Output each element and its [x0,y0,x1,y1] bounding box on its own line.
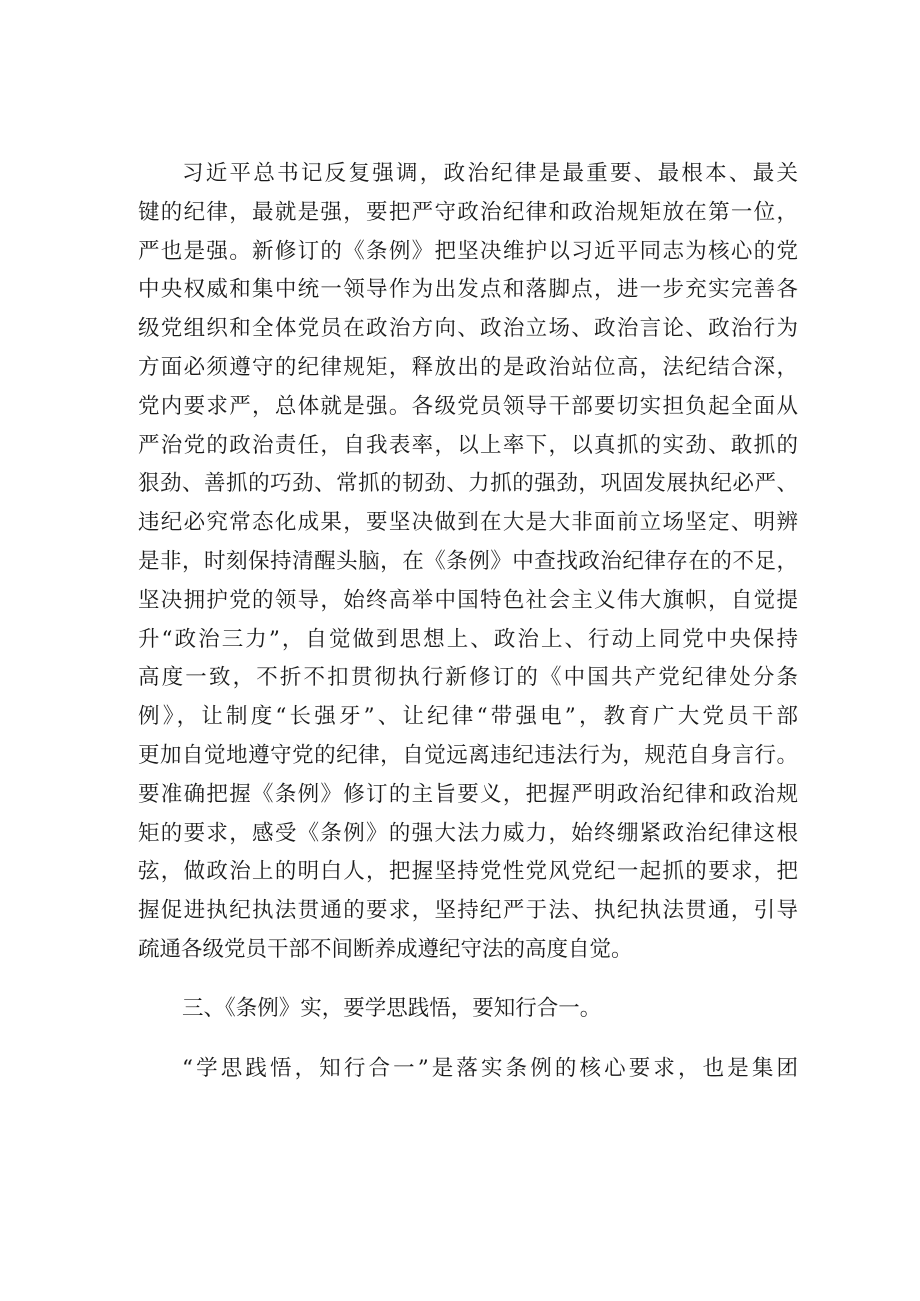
paragraph-line: 级党组织和全体党员在政治方向、政治立场、政治言论、政治行为 [138,316,798,342]
body-paragraph [138,155,798,970]
paragraph-line: 坚决拥护党的领导，始终高举中国特色社会主义伟大旗帜，自觉提 [138,587,798,613]
paragraph-line: 是非，时刻保持清醒头脑，在《条例》中查找政治纪律存在的不足， [138,548,798,574]
paragraph-line: 疏通各级党员干部不间断养成遵纪守法的高度自觉。 [138,936,633,962]
paragraph-line: 更加自觉地遵守党的纪律，自觉远离违纪违法行为，规范自身言行。 [138,742,798,768]
paragraph-line: 严也是强。新修订的《条例》把坚决维护以习近平同志为核心的党 [138,238,798,264]
paragraph-line: 高度一致，不折不扣贯彻执行新修订的《中国共产党纪律处分条 [138,665,798,691]
paragraph-line: 严治党的政治责任，自我表率，以上率下，以真抓的实劲、敢抓的 [138,432,798,458]
paragraph-line: 握促进执纪执法贯通的要求，坚持纪严于法、执纪执法贯通，引导 [138,898,798,924]
section-heading: 三、《条例》实，要学思践悟，要知行合一。 [182,996,602,1021]
paragraph-line: 习近平总书记反复强调，政治纪律是最重要、最根本、最关 [182,161,798,186]
paragraph-line: 例》，让制度“长强牙”、让纪律“带强电”，教育广大党员干部 [138,704,798,730]
paragraph-line: 矩的要求，感受《条例》的强大法力威力，始终绷紧政治纪律这根 [138,820,798,846]
paragraph-line: “学思践悟，知行合一”是落实条例的核心要求，也是集团 [182,1056,798,1081]
paragraph-line: 党内要求严，总体就是强。各级党员领导干部要切实担负起全面从 [138,393,798,419]
paragraph-line: 违纪必究常态化成果，要坚决做到在大是大非面前立场坚定、明辨 [138,510,798,536]
paragraph-line: 升“政治三力”，自觉做到思想上、政治上、行动上同党中央保持 [138,626,798,652]
paragraph-line: 狠劲、善抓的巧劲、常抓的韧劲、力抓的强劲，巩固发展执纪必严、 [138,471,798,497]
paragraph-line: 方面必须遵守的纪律规矩，释放出的是政治站位高，法纪结合深， [138,354,798,380]
paragraph-line: 弦，做政治上的明白人，把握坚持党性党风党纪一起抓的要求，把 [138,859,798,885]
paragraph-line: 键的纪律，最就是强，要把严守政治纪律和政治规矩放在第一位， [138,199,798,225]
paragraph-line: 中央权威和集中统一领导作为出发点和落脚点，进一步充实完善各 [138,277,798,303]
paragraph-line: 要准确把握《条例》修订的主旨要义，把握严明政治纪律和政治规 [138,781,798,807]
